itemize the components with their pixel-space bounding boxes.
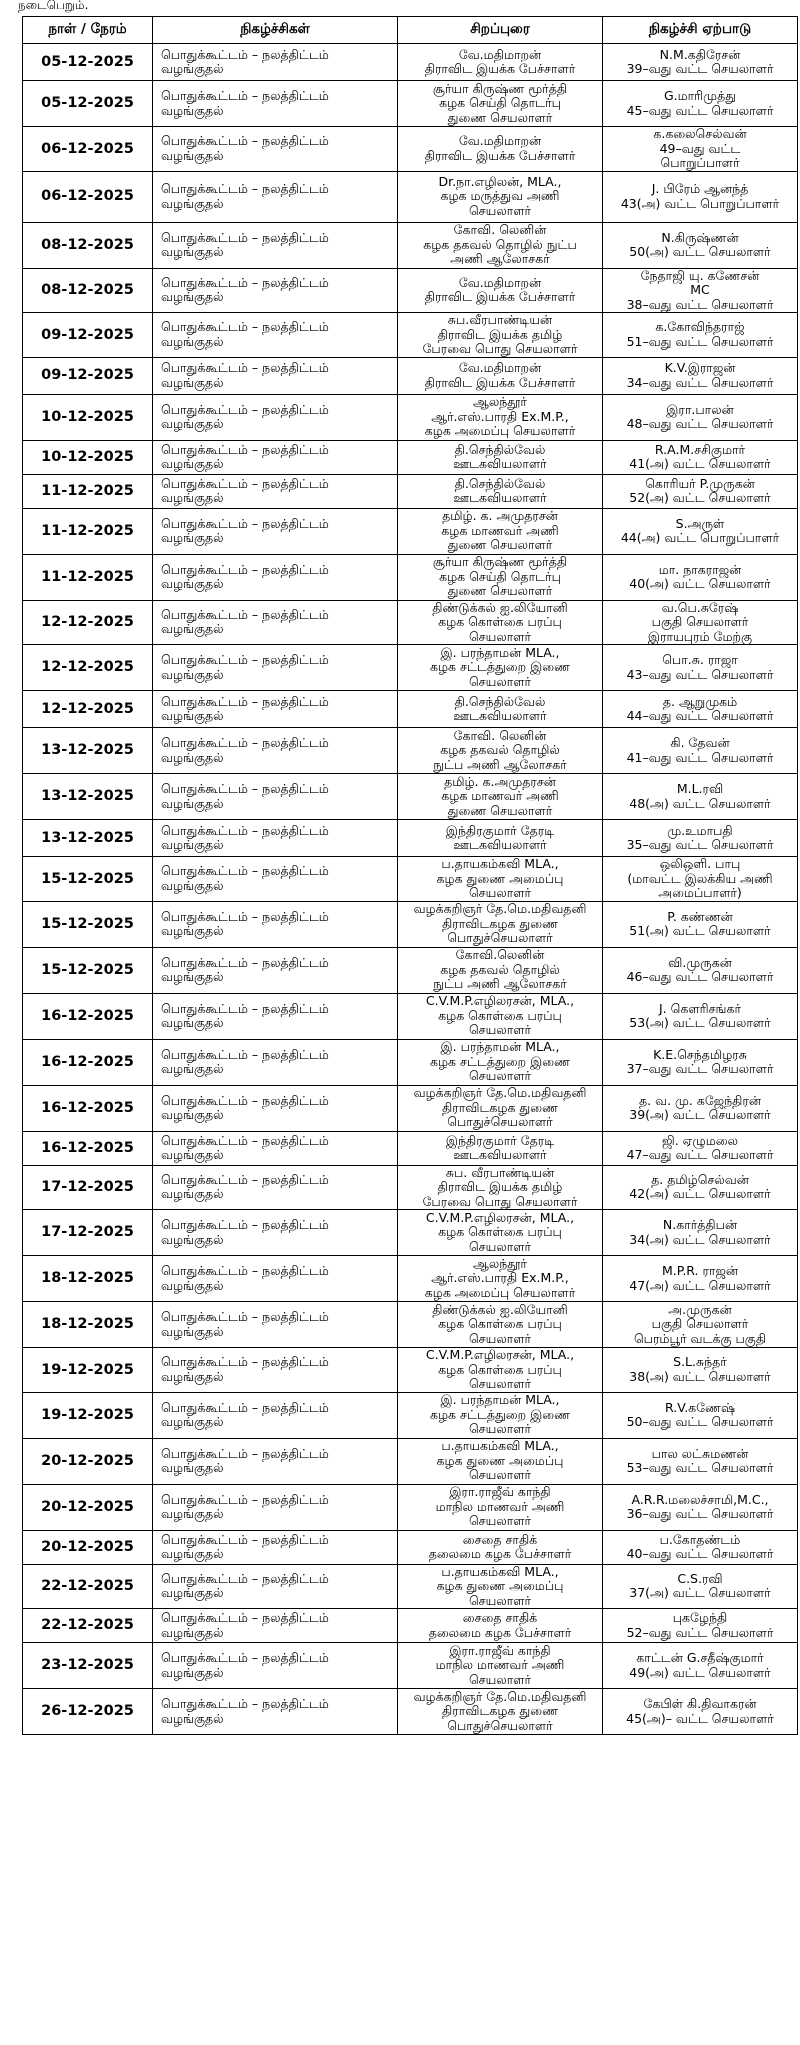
event-organizer-cell: G.மாரிமுத்து 45–வது வட்ட செயலாளர் <box>603 81 798 127</box>
table-row <box>23 357 798 394</box>
table-row <box>23 1210 798 1256</box>
event-name-cell: பொதுக்கூட்டம் – நலத்திட்டம் வழங்குதல் <box>153 1085 398 1131</box>
special-speaker-cell: இ. பரந்தாமன் MLA., கழக சட்டத்துறை இணை செயலாளர் <box>398 645 603 691</box>
event-date-cell: 08-12-2025 <box>23 222 153 268</box>
event-name-cell: பொதுக்கூட்டம் – நலத்திட்டம் வழங்குதல் <box>153 1256 398 1302</box>
special-speaker-cell: C.V.M.P.எழிலரசன், MLA., கழக கொள்கை பரப்பு செயலாளர் <box>398 1210 603 1256</box>
event-name-cell: பொதுக்கூட்டம் – நலத்திட்டம் வழங்குதல் <box>153 728 398 774</box>
table-row <box>23 1564 798 1609</box>
event-organizer-cell: K.V.இராஜன் 34–வது வட்ட செயலாளர் <box>603 357 798 394</box>
table-row <box>23 1643 798 1689</box>
table-row <box>23 171 798 222</box>
special-speaker-cell: சூர்யா கிருஷ்ண மூர்த்தி கழக செய்தி தொடர்பு துணை செயலாளர் <box>398 81 603 127</box>
special-speaker-cell: தமிழ். க. அமுதரசன் கழக மாணவர் அணி துணை செயலாளர் <box>398 508 603 554</box>
table-row <box>23 81 798 127</box>
special-speaker-cell: சுப. வீரபாண்டியன் திராவிட இயக்க தமிழ் பேரவை பொது செயலாளர் <box>398 1165 603 1210</box>
event-date-cell: 15-12-2025 <box>23 901 153 947</box>
event-name-cell: பொதுக்கூட்டம் – நலத்திட்டம் வழங்குதல் <box>153 774 398 820</box>
table-row <box>23 1085 798 1131</box>
special-speaker-cell: வே.மதிமாறன் திராவிட இயக்க பேச்சாளர் <box>398 44 603 81</box>
special-speaker-cell: வே.மதிமாறன் திராவிட இயக்க பேச்சாளர் <box>398 268 603 313</box>
table-row <box>23 1302 798 1348</box>
special-speaker-cell: C.V.M.P.எழிலரசன், MLA., கழக கொள்கை பரப்பு செயலாளர் <box>398 1348 603 1393</box>
event-name-cell: பொதுக்கூட்டம் – நலத்திட்டம் வழங்குதல் <box>153 1438 398 1484</box>
event-name-cell: பொதுக்கூட்டம் – நலத்திட்டம் வழங்குதல் <box>153 313 398 358</box>
event-organizer-cell: நேதாஜி யு. கணேசன் MC 38–வது வட்ட செயலாளர் <box>603 268 798 313</box>
event-organizer-cell: P. கண்ணன் 51(அ) வட்ட செயலாளர் <box>603 901 798 947</box>
event-organizer-cell: த. தமிழ்செல்வன் 42(அ) வட்ட செயலாளர் <box>603 1165 798 1210</box>
event-date-cell: 10-12-2025 <box>23 440 153 474</box>
event-date-cell: 05-12-2025 <box>23 44 153 81</box>
table-row <box>23 1165 798 1210</box>
special-speaker-cell: ப.தாயகம்கவி MLA., கழக துணை அமைப்பு செயலாளர் <box>398 1438 603 1484</box>
table-row <box>23 901 798 947</box>
table-header-row <box>23 17 798 44</box>
special-speaker-cell: தமிழ். க.அமுதரசன் கழக மாணவர் அணி துணை செயலாளர் <box>398 774 603 820</box>
event-name-cell: பொதுக்கூட்டம் – நலத்திட்டம் வழங்குதல் <box>153 1530 398 1564</box>
event-date-cell: 22-12-2025 <box>23 1564 153 1609</box>
special-speaker-cell: இரா.ராஜீவ் காந்தி மாநில மாணவர் அணி செயலாளர் <box>398 1643 603 1689</box>
table-body <box>23 44 798 1735</box>
event-date-cell: 16-12-2025 <box>23 993 153 1039</box>
event-date-cell: 16-12-2025 <box>23 1131 153 1165</box>
event-name-cell: பொதுக்கூட்டம் – நலத்திட்டம் வழங்குதல் <box>153 1392 398 1438</box>
event-date-cell: 23-12-2025 <box>23 1643 153 1689</box>
event-organizer-cell: காட்டன் G.சதீஷ்குமார் 49(அ) வட்ட செயலாளர் <box>603 1643 798 1689</box>
event-organizer-cell: ஒலிஒளி. பாபு (மாவட்ட இலக்கிய அணி அமைப்பாளர்) <box>603 857 798 902</box>
event-organizer-cell: த. வ. மு. கஜேந்திரன் 39(அ) வட்ட செயலாளர் <box>603 1085 798 1131</box>
special-speaker-cell: இந்திரகுமார் தேரடி ஊடகவியலாளர் <box>398 1131 603 1165</box>
table-row <box>23 1392 798 1438</box>
event-organizer-cell: கி. தேவன் 41–வது வட்ட செயலாளர் <box>603 728 798 774</box>
table-row <box>23 1484 798 1530</box>
table-row <box>23 474 798 508</box>
event-name-cell: பொதுக்கூட்டம் – நலத்திட்டம் வழங்குதல் <box>153 171 398 222</box>
table-row <box>23 645 798 691</box>
event-name-cell: பொதுக்கூட்டம் – நலத்திட்டம் வழங்குதல் <box>153 357 398 394</box>
event-organizer-cell: புகழேந்தி 52–வது வட்ட செயலாளர் <box>603 1609 798 1643</box>
event-date-cell: 17-12-2025 <box>23 1210 153 1256</box>
event-date-cell: 10-12-2025 <box>23 394 153 440</box>
event-organizer-cell: மு.உமாபதி 35–வது வட்ட செயலாளர் <box>603 820 798 857</box>
table-row <box>23 728 798 774</box>
event-name-cell: பொதுக்கூட்டம் – நலத்திட்டம் வழங்குதல் <box>153 1348 398 1393</box>
event-name-cell: பொதுக்கூட்டம் – நலத்திட்டம் வழங்குதல் <box>153 1039 398 1085</box>
table-row <box>23 1039 798 1085</box>
event-date-cell: 20-12-2025 <box>23 1484 153 1530</box>
table-row <box>23 1609 798 1643</box>
event-name-cell: பொதுக்கூட்டம் – நலத்திட்டம் வழங்குதல் <box>153 474 398 508</box>
table-row <box>23 313 798 358</box>
event-organizer-cell: A.R.R.மலைச்சாமி,M.C., 36–வது வட்ட செயலாளர் <box>603 1484 798 1530</box>
event-date-cell: 06-12-2025 <box>23 127 153 172</box>
event-organizer-cell: J. கௌரிசங்கர் 53(அ) வட்ட செயலாளர் <box>603 993 798 1039</box>
special-speaker-cell: C.V.M.P.எழிலரசன், MLA., கழக கொள்கை பரப்பு செயலாளர் <box>398 993 603 1039</box>
header-event-organizer: நிகழ்ச்சி ஏற்பாடு <box>603 17 798 44</box>
event-date-cell: 13-12-2025 <box>23 728 153 774</box>
event-name-cell: பொதுக்கூட்டம் – நலத்திட்டம் வழங்குதல் <box>153 947 398 993</box>
special-speaker-cell: சூர்யா கிருஷ்ண மூர்த்தி கழக செய்தி தொடர்பு துணை செயலாளர் <box>398 554 603 600</box>
event-name-cell: பொதுக்கூட்டம் – நலத்திட்டம் வழங்குதல் <box>153 993 398 1039</box>
special-speaker-cell: வே.மதிமாறன் திராவிட இயக்க பேச்சாளர் <box>398 357 603 394</box>
event-name-cell: பொதுக்கூட்டம் – நலத்திட்டம் வழங்குதல் <box>153 1165 398 1210</box>
event-name-cell: பொதுக்கூட்டம் – நலத்திட்டம் வழங்குதல் <box>153 554 398 600</box>
special-speaker-cell: வழக்கறிஞர் தே.மெ.மதிவதனி திராவிடகழக துணை பொதுச்செயலாளர் <box>398 901 603 947</box>
event-name-cell: பொதுக்கூட்டம் – நலத்திட்டம் வழங்குதல் <box>153 1643 398 1689</box>
table-row <box>23 947 798 993</box>
special-speaker-cell: சைதை சாதிக் தலைமை கழக பேச்சாளர் <box>398 1609 603 1643</box>
event-date-cell: 11-12-2025 <box>23 508 153 554</box>
event-organizer-cell: மா. நாகராஜன் 40(அ) வட்ட செயலாளர் <box>603 554 798 600</box>
event-organizer-cell: R.A.M.சசிகுமார் 41(அ) வட்ட செயலாளர் <box>603 440 798 474</box>
event-organizer-cell: C.S.ரவி 37(அ) வட்ட செயலாளர் <box>603 1564 798 1609</box>
table-row <box>23 440 798 474</box>
event-date-cell: 26-12-2025 <box>23 1689 153 1735</box>
special-speaker-cell: தி.செந்தில்வேல் ஊடகவியலாளர் <box>398 691 603 728</box>
event-organizer-cell: S.அருள் 44(அ) வட்ட பொறுப்பாளர் <box>603 508 798 554</box>
event-date-cell: 12-12-2025 <box>23 691 153 728</box>
special-speaker-cell: வழக்கறிஞர் தே.மெ.மதிவதனி திராவிடகழக துணை பொதுச்செயலாளர் <box>398 1085 603 1131</box>
event-date-cell: 13-12-2025 <box>23 774 153 820</box>
event-date-cell: 20-12-2025 <box>23 1438 153 1484</box>
event-name-cell: பொதுக்கூட்டம் – நலத்திட்டம் வழங்குதல் <box>153 1131 398 1165</box>
event-name-cell: பொதுக்கூட்டம் – நலத்திட்டம் வழங்குதல் <box>153 1210 398 1256</box>
event-date-cell: 19-12-2025 <box>23 1348 153 1393</box>
event-organizer-cell: இரா.பாலன் 48–வது வட்ட செயலாளர் <box>603 394 798 440</box>
special-speaker-cell: Dr.நா.எழிலன், MLA., கழக மருத்துவ அணி செயலாளர் <box>398 171 603 222</box>
table-row <box>23 508 798 554</box>
event-organizer-cell: அ.முருகன் பகுதி செயலாளர் பெரம்பூர் வடக்கு பகுதி <box>603 1302 798 1348</box>
event-name-cell: பொதுக்கூட்டம் – நலத்திட்டம் வழங்குதல் <box>153 600 398 645</box>
event-organizer-cell: K.E.செந்தமிழரசு 37–வது வட்ட செயலாளர் <box>603 1039 798 1085</box>
table-row <box>23 44 798 81</box>
special-speaker-cell: ஆலந்தூர் ஆர்.எஸ்.பாரதி Ex.M.P., கழக அமைப்பு செயலாளர் <box>398 394 603 440</box>
table-row <box>23 691 798 728</box>
event-date-cell: 09-12-2025 <box>23 313 153 358</box>
event-date-cell: 15-12-2025 <box>23 947 153 993</box>
event-name-cell: பொதுக்கூட்டம் – நலத்திட்டம் வழங்குதல் <box>153 857 398 902</box>
special-speaker-cell: இ. பரந்தாமன் MLA., கழக சட்டத்துறை இணை செயலாளர் <box>398 1392 603 1438</box>
table-row <box>23 222 798 268</box>
event-name-cell: பொதுக்கூட்டம் – நலத்திட்டம் வழங்குதல் <box>153 440 398 474</box>
event-name-cell: பொதுக்கூட்டம் – நலத்திட்டம் வழங்குதல் <box>153 1564 398 1609</box>
special-speaker-cell: ப.தாயகம்கவி MLA., கழக துணை அமைப்பு செயலாளர் <box>398 1564 603 1609</box>
event-date-cell: 20-12-2025 <box>23 1530 153 1564</box>
table-row <box>23 394 798 440</box>
event-organizer-cell: பால லட்சுமணன் 53–வது வட்ட செயலாளர் <box>603 1438 798 1484</box>
event-date-cell: 22-12-2025 <box>23 1609 153 1643</box>
table-row <box>23 1689 798 1735</box>
special-speaker-cell: கோவி. லெனின் கழக தகவல் தொழில் நுட்ப அணி ஆலோசகர் <box>398 222 603 268</box>
event-date-cell: 18-12-2025 <box>23 1302 153 1348</box>
event-name-cell: பொதுக்கூட்டம் – நலத்திட்டம் வழங்குதல் <box>153 820 398 857</box>
header-date-time: நாள் / நேரம் <box>23 17 153 44</box>
event-date-cell: 12-12-2025 <box>23 645 153 691</box>
event-name-cell: பொதுக்கூட்டம் – நலத்திட்டம் வழங்குதல் <box>153 645 398 691</box>
table-row <box>23 1256 798 1302</box>
event-date-cell: 18-12-2025 <box>23 1256 153 1302</box>
event-organizer-cell: வி.முருகன் 46–வது வட்ட செயலாளர் <box>603 947 798 993</box>
table-row <box>23 1348 798 1393</box>
event-name-cell: பொதுக்கூட்டம் – நலத்திட்டம் வழங்குதல் <box>153 127 398 172</box>
special-speaker-cell: சுப.வீரபாண்டியன் திராவிட இயக்க தமிழ் பேரவை பொது செயலாளர் <box>398 313 603 358</box>
special-speaker-cell: இ. பரந்தாமன் MLA., கழக சட்டத்துறை இணை செயலாளர் <box>398 1039 603 1085</box>
preamble-text: நடைபெறும். <box>18 0 89 12</box>
event-organizer-cell: க.கலைசெல்வன் 49–வது வட்ட பொறுப்பாளர் <box>603 127 798 172</box>
event-organizer-cell: ப.கோதண்டம் 40–வது வட்ட செயலாளர் <box>603 1530 798 1564</box>
event-date-cell: 12-12-2025 <box>23 600 153 645</box>
event-name-cell: பொதுக்கூட்டம் – நலத்திட்டம் வழங்குதல் <box>153 44 398 81</box>
event-organizer-cell: R.V.கணேஷ் 50–வது வட்ட செயலாளர் <box>603 1392 798 1438</box>
event-date-cell: 13-12-2025 <box>23 820 153 857</box>
table-row <box>23 268 798 313</box>
event-name-cell: பொதுக்கூட்டம் – நலத்திட்டம் வழங்குதல் <box>153 508 398 554</box>
event-organizer-cell: த. ஆறுமுகம் 44–வது வட்ட செயலாளர் <box>603 691 798 728</box>
table-row <box>23 857 798 902</box>
table-row <box>23 1438 798 1484</box>
special-speaker-cell: கோவி.லெனின் கழக தகவல் தொழில் நுட்ப அணி ஆலோசகர் <box>398 947 603 993</box>
event-organizer-cell: பொ.சு. ராஜா 43–வது வட்ட செயலாளர் <box>603 645 798 691</box>
special-speaker-cell: வே.மதிமாறன் திராவிட இயக்க பேச்சாளர் <box>398 127 603 172</box>
table-row <box>23 1530 798 1564</box>
event-date-cell: 19-12-2025 <box>23 1392 153 1438</box>
event-name-cell: பொதுக்கூட்டம் – நலத்திட்டம் வழங்குதல் <box>153 901 398 947</box>
header-events: நிகழ்ச்சிகள் <box>153 17 398 44</box>
special-speaker-cell: இந்திரகுமார் தேரடி ஊடகவியலாளர் <box>398 820 603 857</box>
special-speaker-cell: சைதை சாதிக் தலைமை கழக பேச்சாளர் <box>398 1530 603 1564</box>
special-speaker-cell: தி.செந்தில்வேல் ஊடகவியலாளர் <box>398 474 603 508</box>
table-row <box>23 774 798 820</box>
special-speaker-cell: வழக்கறிஞர் தே.மெ.மதிவதனி திராவிடகழக துணை பொதுச்செயலாளர் <box>398 1689 603 1735</box>
special-speaker-cell: ப.தாயகம்கவி MLA., கழக துணை அமைப்பு செயலாளர் <box>398 857 603 902</box>
event-organizer-cell: N.கார்த்திபன் 34(அ) வட்ட செயலாளர் <box>603 1210 798 1256</box>
event-date-cell: 11-12-2025 <box>23 474 153 508</box>
header-special-speech: சிறப்புரை <box>398 17 603 44</box>
table-row <box>23 1131 798 1165</box>
event-date-cell: 17-12-2025 <box>23 1165 153 1210</box>
event-organizer-cell: வ.பெ.சுரேஷ் பகுதி செயலாளர் இராயபுரம் மேற்கு <box>603 600 798 645</box>
event-organizer-cell: ஜி. ஏழுமலை 47–வது வட்ட செயலாளர் <box>603 1131 798 1165</box>
special-speaker-cell: தி.செந்தில்வேல் ஊடகவியலாளர் <box>398 440 603 474</box>
event-organizer-cell: M.P.R. ராஜன் 47(அ) வட்ட செயலாளர் <box>603 1256 798 1302</box>
event-date-cell: 08-12-2025 <box>23 268 153 313</box>
event-organizer-cell: M.L.ரவி 48(அ) வட்ட செயலாளர் <box>603 774 798 820</box>
special-speaker-cell: திண்டுக்கல் ஐ.லியோனி கழக கொள்கை பரப்பு செயலாளர் <box>398 600 603 645</box>
event-organizer-cell: J. பிரேம் ஆனந்த் 43(அ) வட்ட பொறுப்பாளர் <box>603 171 798 222</box>
event-name-cell: பொதுக்கூட்டம் – நலத்திட்டம் வழங்குதல் <box>153 394 398 440</box>
event-name-cell: பொதுக்கூட்டம் – நலத்திட்டம் வழங்குதல் <box>153 1302 398 1348</box>
event-schedule-table <box>22 16 798 1735</box>
event-name-cell: பொதுக்கூட்டம் – நலத்திட்டம் வழங்குதல் <box>153 1609 398 1643</box>
event-organizer-cell: N.கிருஷ்ணன் 50(அ) வட்ட செயலாளர் <box>603 222 798 268</box>
table-row <box>23 600 798 645</box>
event-date-cell: 15-12-2025 <box>23 857 153 902</box>
event-organizer-cell: கொரியர் P.முருகன் 52(அ) வட்ட செயலாளர் <box>603 474 798 508</box>
event-organizer-cell: கேபிள் கி.திவாகரன் 45(அ)– வட்ட செயலாளர் <box>603 1689 798 1735</box>
event-date-cell: 11-12-2025 <box>23 554 153 600</box>
event-name-cell: பொதுக்கூட்டம் – நலத்திட்டம் வழங்குதல் <box>153 81 398 127</box>
event-name-cell: பொதுக்கூட்டம் – நலத்திட்டம் வழங்குதல் <box>153 222 398 268</box>
event-date-cell: 06-12-2025 <box>23 171 153 222</box>
table-row <box>23 554 798 600</box>
table-row <box>23 127 798 172</box>
event-organizer-cell: S.L.சுந்தர் 38(அ) வட்ட செயலாளர் <box>603 1348 798 1393</box>
table-row <box>23 993 798 1039</box>
event-date-cell: 16-12-2025 <box>23 1039 153 1085</box>
table-row <box>23 820 798 857</box>
event-date-cell: 09-12-2025 <box>23 357 153 394</box>
special-speaker-cell: திண்டுக்கல் ஐ.லியோனி கழக கொள்கை பரப்பு செயலாளர் <box>398 1302 603 1348</box>
special-speaker-cell: ஆலந்தூர் ஆர்.எஸ்.பாரதி Ex.M.P., கழக அமைப்பு செயலாளர் <box>398 1256 603 1302</box>
event-name-cell: பொதுக்கூட்டம் – நலத்திட்டம் வழங்குதல் <box>153 268 398 313</box>
event-organizer-cell: N.M.கதிரேசன் 39–வது வட்ட செயலாளர் <box>603 44 798 81</box>
event-name-cell: பொதுக்கூட்டம் – நலத்திட்டம் வழங்குதல் <box>153 1484 398 1530</box>
event-name-cell: பொதுக்கூட்டம் – நலத்திட்டம் வழங்குதல் <box>153 691 398 728</box>
event-date-cell: 16-12-2025 <box>23 1085 153 1131</box>
event-name-cell: பொதுக்கூட்டம் – நலத்திட்டம் வழங்குதல் <box>153 1689 398 1735</box>
event-date-cell: 05-12-2025 <box>23 81 153 127</box>
special-speaker-cell: கோவி. லெனின் கழக தகவல் தொழில் நுட்ப அணி ஆலோசகர் <box>398 728 603 774</box>
event-organizer-cell: க.கோவிந்தராஜ் 51–வது வட்ட செயலாளர் <box>603 313 798 358</box>
special-speaker-cell: இரா.ராஜீவ் காந்தி மாநில மாணவர் அணி செயலாளர் <box>398 1484 603 1530</box>
